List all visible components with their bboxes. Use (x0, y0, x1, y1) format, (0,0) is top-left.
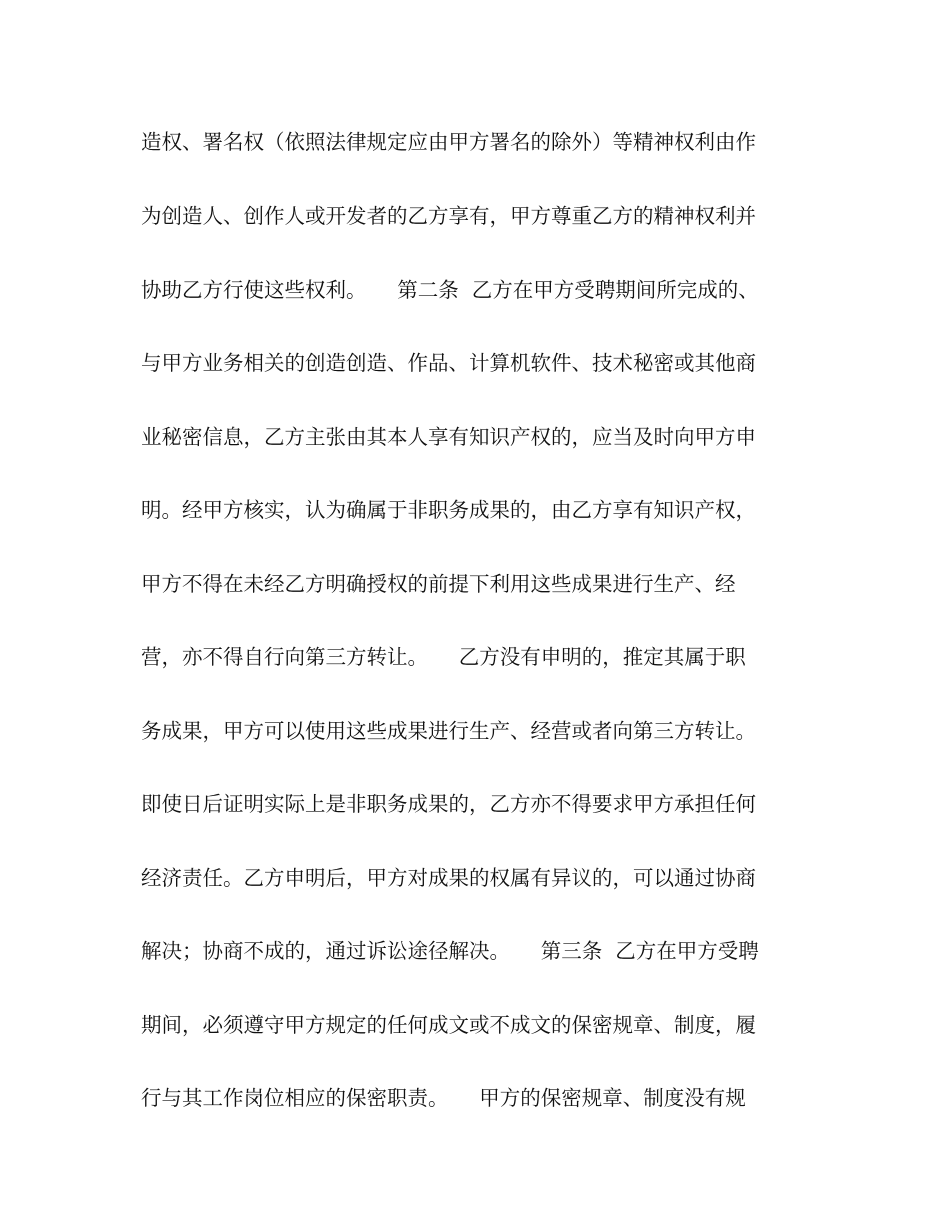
paragraph-line: 解决；协商不成的，通过诉讼途径解决。 第三条 乙方在甲方受聘 (141, 939, 759, 963)
paragraph-line: 明。经甲方核实，认为确属于非职务成果的，由乙方享有知识产权， (141, 498, 756, 522)
paragraph-line: 业秘密信息，乙方主张由其本人享有知识产权的，应当及时向甲方申 (141, 425, 756, 449)
paragraph-line: 期间，必须遵守甲方规定的任何成文或不成文的保密规章、制度，履 (141, 1013, 756, 1037)
paragraph-line: 甲方不得在未经乙方明确授权的前提下利用这些成果进行生产、经 (141, 572, 736, 596)
paragraph-line: 经济责任。乙方申明后，甲方对成果的权属有异议的，可以通过协商 (141, 866, 756, 890)
paragraph-line: 务成果，甲方可以使用这些成果进行生产、经营或者向第三方转让。 (141, 719, 756, 743)
paragraph-line: 与甲方业务相关的创造创造、作品、计算机软件、技术秘密或其他商 (141, 351, 756, 375)
paragraph-line: 为创造人、创作人或开发者的乙方享有，甲方尊重乙方的精神权利并 (141, 204, 756, 228)
paragraph-line: 即使日后证明实际上是非职务成果的，乙方亦不得要求甲方承担任何 (141, 792, 756, 816)
paragraph-line: 协助乙方行使这些权利。 第二条 乙方在甲方受聘期间所完成的、 (141, 278, 759, 302)
paragraph-line: 造权、署名权（依照法律规定应由甲方署名的除外）等精神权利由作 (141, 130, 756, 154)
paragraph-line: 行与其工作岗位相应的保密职责。 甲方的保密规章、制度没有规 (141, 1086, 746, 1110)
paragraph-line: 营，亦不得自行向第三方转让。 乙方没有申明的，推定其属于职 (141, 645, 746, 669)
